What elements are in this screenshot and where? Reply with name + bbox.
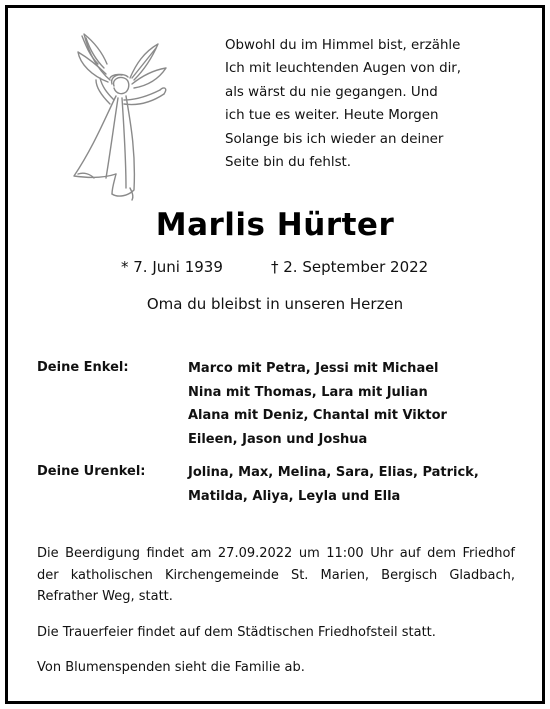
great-grandchildren-line: Matilda, Aliya, Leyla und Ella — [188, 488, 401, 504]
great-grandchildren-line: Jolina, Max, Melina, Sara, Elias, Patrick, — [188, 465, 479, 480]
ceremony-notice: Die Trauerfeier findet auf dem Städtischen Friedhofsteil statt. — [37, 625, 436, 640]
grandchildren-line: Alana mit Deniz, Chantal mit Viktor — [188, 408, 447, 423]
poem — [225, 34, 485, 174]
grandchildren-line: Nina mit Thomas, Lara mit Julian — [188, 384, 428, 400]
funeral-notice: Die Beerdigung findet am 27.09.2022 um 11:00 Uhr auf dem Friedhof der katholischen Kirchengemeinde St. Marien, Bergisch Gladbach, Refrather Weg, statt. — [37, 546, 515, 604]
grandchildren-list — [188, 357, 447, 451]
poem-line: Solange bis ich wieder an deiner — [225, 131, 444, 147]
poem-line: Obwohl du im Himmel bist, erzähle — [225, 38, 461, 53]
poem-line: Ich mit leuchtenden Augen von dir, — [225, 61, 462, 77]
angel-icon — [44, 28, 184, 208]
flowers-notice: Von Blumenspenden sieht die Familie ab. — [37, 660, 305, 675]
poem-line: als wärst du nie gegangen. Und — [225, 84, 438, 100]
grandchildren-line: Marco mit Petra, Jessi mit Michael — [188, 361, 439, 376]
grandchildren-line: Eileen, Jason und Joshua — [188, 431, 368, 447]
poem-line: ich tue es weiter. Heute Morgen — [225, 108, 439, 124]
poem-line: Seite bin du fehlst. — [225, 155, 352, 171]
death-date: † 2. September 2022 — [271, 258, 429, 276]
great-grandchildren-list — [188, 461, 479, 508]
birth-date: * 7. Juni 1939 — [121, 258, 223, 276]
motto: Oma du bleibst in unseren Herzen — [146, 295, 404, 313]
grandchildren-label: Deine Enkel: — [37, 360, 129, 375]
deceased-name: Marlis Hürter — [155, 207, 395, 243]
great-grandchildren-label: Deine Urenkel: — [37, 464, 146, 479]
